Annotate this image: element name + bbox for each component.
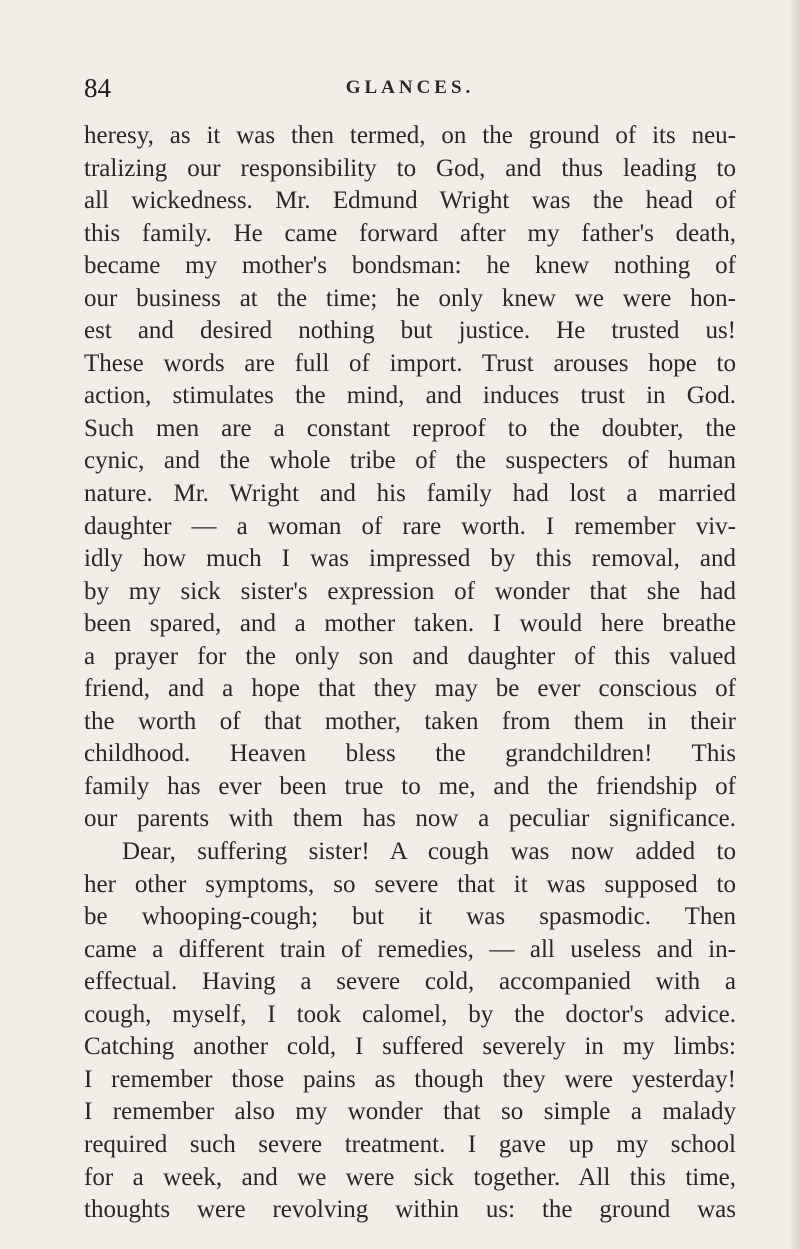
paragraph-start-line: Dear, suffering sister! A cough was now added to [122, 838, 736, 866]
text-line: heresy, as it was then termed, on the ground of its neu- [84, 122, 736, 149]
text-line: by my sick sister's expression of wonder that she had [84, 577, 736, 605]
text-line: I remember those pains as though they were yesterday! [84, 1065, 736, 1093]
text-line: the worth of that mother, taken from them in their [84, 707, 736, 735]
text-line: our parents with them has now a peculiar significance. [84, 805, 736, 833]
page-edge [791, 0, 800, 1249]
text-line: this family. He came forward after my father's death, [84, 219, 736, 247]
text-line: nature. Mr. Wright and his family had lost a married [84, 480, 736, 508]
text-line: became my mother's bondsman: he knew nothing of [84, 252, 736, 280]
page-header [84, 68, 736, 108]
page-number: 84 [84, 73, 111, 103]
text-line: required such severe treatment. I gave up my school [84, 1130, 736, 1158]
text-line: idly how much I was impressed by this removal, and [84, 545, 736, 573]
text-line: thoughts were revolving within us: the ground was [84, 1196, 736, 1224]
text-line: cynic, and the whole tribe of the suspecters of human [84, 447, 736, 475]
text-line: friend, and a hope that they may be ever conscious of [84, 675, 736, 703]
text-line: came a different train of remedies, — all useless and in- [84, 935, 736, 963]
text-line: family has ever been true to me, and the friendship of [84, 772, 736, 800]
text-line: childhood. Heaven bless the grandchildren! This [84, 740, 736, 768]
text-line: been spared, and a mother taken. I would here breathe [84, 610, 736, 638]
text-line: daughter — a woman of rare worth. I remember viv- [84, 512, 736, 540]
text-line: These words are full of import. Trust arouses hope to [84, 349, 736, 377]
text-line: for a week, and we were sick together. All this time, [84, 1163, 736, 1191]
text-line: be whooping-cough; but it was spasmodic. Then [84, 903, 736, 931]
running-head: GLANCES. [345, 77, 475, 98]
text-line: I remember also my wonder that so simple a malady [84, 1098, 736, 1126]
text-line: all wickedness. Mr. Edmund Wright was the head of [84, 187, 736, 215]
text-line: est and desired nothing but justice. He trusted us! [84, 317, 736, 345]
body-text [84, 120, 736, 1227]
text-line: cough, myself, I took calomel, by the doctor's advice. [84, 1000, 736, 1028]
text-line: Catching another cold, I suffered severely in my limbs: [84, 1033, 736, 1061]
text-line: tralizing our responsibility to God, and thus leading to [84, 154, 736, 182]
text-line: our business at the time; he only knew we were hon- [84, 284, 736, 312]
text-line: a prayer for the only son and daughter of this valued [84, 642, 736, 670]
text-line: her other symptoms, so severe that it was supposed to [84, 870, 736, 898]
text-line: effectual. Having a severe cold, accompanied with a [84, 968, 736, 996]
text-line: Such men are a constant reproof to the doubter, the [84, 414, 736, 442]
text-line: action, stimulates the mind, and induces trust in God. [84, 382, 736, 410]
